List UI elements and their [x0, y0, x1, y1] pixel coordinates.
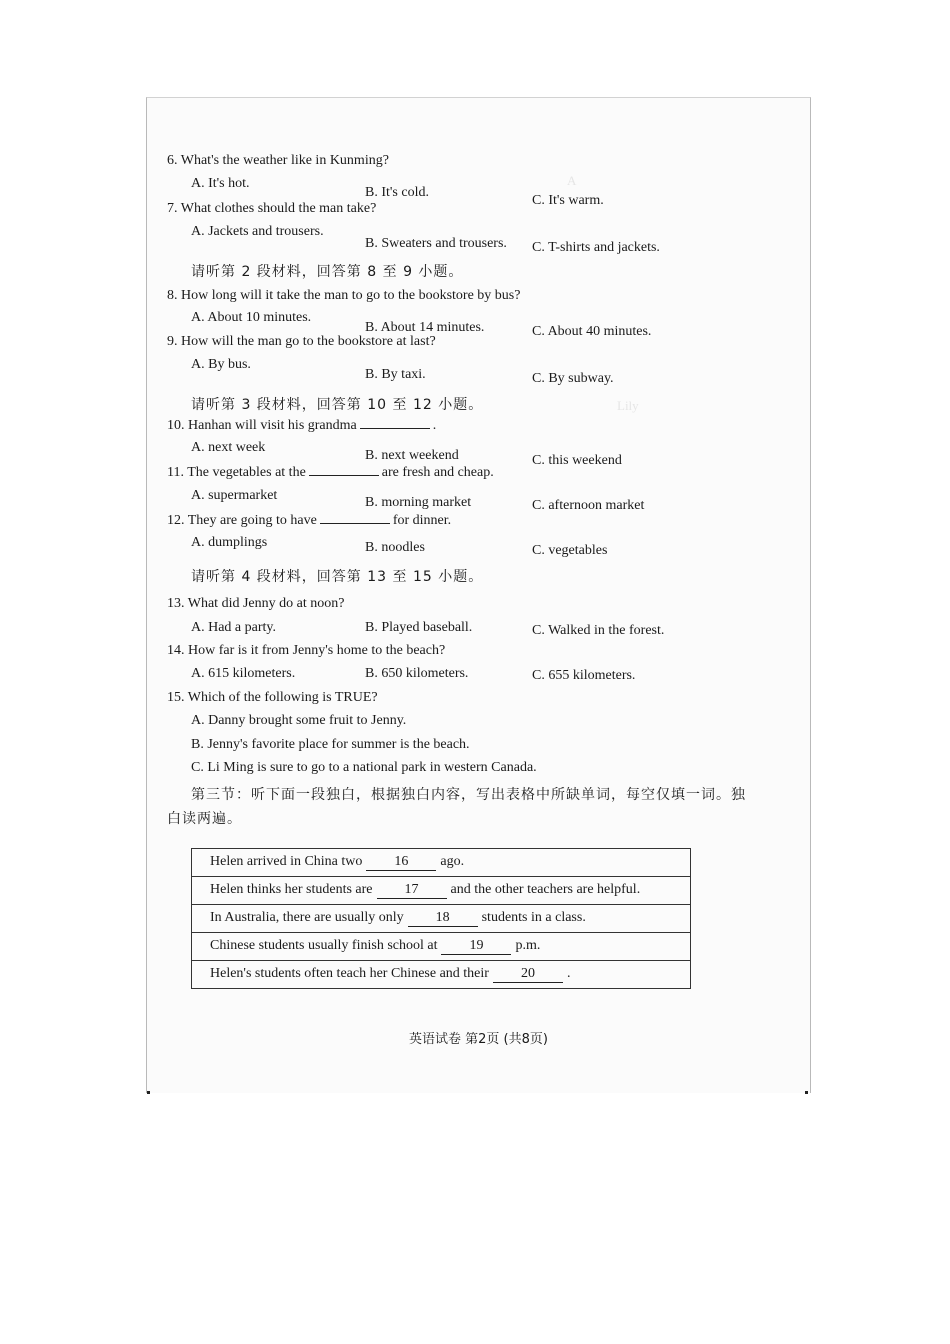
- question-15-option-b: B. Jenny's favorite place for summer is the beach.: [191, 737, 470, 752]
- fill-in-table: [191, 848, 691, 989]
- question-13-option-a: A. Had a party.: [191, 620, 277, 635]
- table-cell: [192, 905, 691, 933]
- row-text-before: In Australia, there are usually only: [210, 910, 404, 925]
- question-15-stem: 15. Which of the following is TRUE?: [167, 690, 378, 705]
- question-6-option-a: A. It's hot.: [191, 176, 250, 191]
- instruction-part2: 请听第 2 段材料，回答第 8 至 9 小题。: [191, 264, 464, 280]
- question-15-option-a: A. Danny brought some fruit to Jenny.: [191, 713, 407, 728]
- question-7-option-b: B. Sweaters and trousers.: [365, 236, 507, 251]
- table-cell: [192, 849, 691, 877]
- question-9-stem: 9. How will the man go to the bookstore at last?: [167, 334, 436, 349]
- question-12-stem: [167, 513, 451, 529]
- question-12-option-b: B. noodles: [365, 540, 425, 555]
- table-cell: [192, 933, 691, 961]
- row-text-after: students in a class.: [481, 910, 586, 925]
- question-10-option-c: C. this weekend: [532, 453, 622, 468]
- table-row: [192, 961, 691, 989]
- question-6-option-c: C. It's warm.: [532, 193, 604, 208]
- question-13-option-b: B. Played baseball.: [365, 620, 473, 635]
- section3-instruction-line1: 第三节：听下面一段独白，根据独白内容，写出表格中所缺单词，每空仅填一词。独: [191, 787, 746, 803]
- page-footer: 英语试卷 第2页 (共8页): [409, 1032, 548, 1047]
- question-13-stem: 13. What did Jenny do at noon?: [167, 596, 345, 611]
- question-11-stem: [167, 465, 494, 481]
- row-text-before: Helen thinks her students are: [210, 882, 373, 897]
- question-6-option-b: B. It's cold.: [365, 185, 429, 200]
- question-12-stem-before: 12. They are going to have: [167, 513, 317, 528]
- question-11-option-c: C. afternoon market: [532, 498, 645, 513]
- question-13-option-c: C. Walked in the forest.: [532, 623, 665, 638]
- question-14-option-a: A. 615 kilometers.: [191, 666, 296, 681]
- question-7-option-a: A. Jackets and trousers.: [191, 224, 324, 239]
- row-text-after: ago.: [440, 854, 465, 869]
- blank-16: 16: [366, 854, 436, 871]
- row-text-after: and the other teachers are helpful.: [450, 882, 641, 897]
- instruction-part3: 请听第 3 段材料，回答第 10 至 12 小题。: [191, 397, 484, 413]
- question-10-stem-after: .: [432, 418, 437, 433]
- question-7-option-c: C. T-shirts and jackets.: [532, 240, 660, 255]
- question-14-stem: 14. How far is it from Jenny's home to the beach?: [167, 643, 446, 658]
- row-text-after: .: [566, 966, 571, 981]
- question-11-option-b: B. morning market: [365, 495, 472, 510]
- question-7-stem: 7. What clothes should the man take?: [167, 201, 377, 216]
- table-row: [192, 849, 691, 877]
- table-cell: [192, 961, 691, 989]
- question-12-stem-after: for dinner.: [392, 513, 452, 528]
- question-11-stem-after: are fresh and cheap.: [381, 465, 494, 480]
- question-11-stem-before: 11. The vegetables at the: [167, 465, 306, 480]
- question-12-option-c: C. vegetables: [532, 543, 608, 558]
- question-15-option-c: C. Li Ming is sure to go to a national park in western Canada.: [191, 760, 537, 775]
- row-text-after: p.m.: [515, 938, 541, 953]
- question-10-stem: [167, 418, 436, 434]
- blank-19: 19: [441, 938, 511, 955]
- instruction-part4: 请听第 4 段材料，回答第 13 至 15 小题。: [191, 569, 484, 585]
- question-9-option-b: B. By taxi.: [365, 367, 426, 382]
- question-10-stem-before: 10. Hanhan will visit his grandma: [167, 418, 357, 433]
- question-8-option-c: C. About 40 minutes.: [532, 324, 652, 339]
- question-14-option-b: B. 650 kilometers.: [365, 666, 469, 681]
- question-12-option-a: A. dumplings: [191, 535, 268, 550]
- question-9-option-a: A. By bus.: [191, 357, 251, 372]
- table-row: [192, 933, 691, 961]
- row-text-before: Chinese students usually finish school at: [210, 938, 438, 953]
- corner-mark: [147, 1091, 150, 1094]
- question-9-option-c: C. By subway.: [532, 371, 614, 386]
- question-10-option-b: B. next weekend: [365, 448, 459, 463]
- table-cell: [192, 877, 691, 905]
- question-8-option-a: A. About 10 minutes.: [191, 310, 312, 325]
- blank-18: 18: [408, 910, 478, 927]
- table-row: [192, 877, 691, 905]
- answer-blank: [309, 475, 379, 476]
- question-8-stem: 8. How long will it take the man to go to the bookstore by bus?: [167, 288, 521, 303]
- blank-20: 20: [493, 966, 563, 983]
- question-11-option-a: A. supermarket: [191, 488, 278, 503]
- corner-mark: [805, 1091, 808, 1094]
- row-text-before: Helen arrived in China two: [210, 854, 363, 869]
- blank-17: 17: [377, 882, 447, 899]
- question-8-option-b: B. About 14 minutes.: [365, 320, 485, 335]
- answer-blank: [360, 428, 430, 429]
- question-6-stem: 6. What's the weather like in Kunming?: [167, 153, 389, 168]
- section3-instruction-line2: 白读两遍。: [167, 811, 242, 827]
- table-row: [192, 905, 691, 933]
- row-text-before: Helen's students often teach her Chinese and their: [210, 966, 489, 981]
- exam-page: A Lily 6. What's the weather like in Kunming? A. It's hot. B. It's cold. C. It's warm. 7. What clothes should the man take? A. Jackets and trousers. B. Sweaters and trousers. C. T-shirts and jackets. 请听第 2 段材料，回答第 8 至 9 小题。 8. How long will it take the man to go to the bookstore by bus? A. About 10 minutes. B. About 14 minutes. C. About 40 minutes. 9. How will the man go to the bookstore at last? A. By bus. B. By taxi. C. By subway. 请听第 3 段材料，回答第 10 至 12 小题。 10. Hanhan will visit his grandma . A. next week B. next weekend C. this weekend 11. The vegetables at the are fresh and cheap. A. supermarket B. morning market C. afternoon market 12. They are going to have for dinner. A. dumplings B. noodles C. vegetables 请听第 4 段材料，回答第 13 至 15 小题。 13. What did Jenny do at noon? A. Had a party. B. Played baseball. C. Walked in the forest. 14. How far is it from Jenny's home to the beach? A. 615 kilometers. B. 650 kilometers. C. 655 kilometers. 15. Which of the following is TRUE? A. Danny brought some fruit to Jenny. B. Jenny's favorite place for summer is the beach. C. Li Ming is sure to go to a national park in western Canada. 第三节：听下面一段独白，根据独白内容，写出表格中所缺单词，每空仅填一词。独 白读两遍。 Helen arrived in China two 16 ago. Helen thinks her students are 17 and the other teachers are helpful. In Australia, there are usually only 18 students in a class. Chinese students usually finish school at 19 p.m. Helen's students often teach her Chinese and their 20 . 英语试卷 第2页 (共8页): [146, 97, 811, 1093]
- question-14-option-c: C. 655 kilometers.: [532, 668, 636, 683]
- answer-blank: [320, 523, 390, 524]
- question-10-option-a: A. next week: [191, 440, 266, 455]
